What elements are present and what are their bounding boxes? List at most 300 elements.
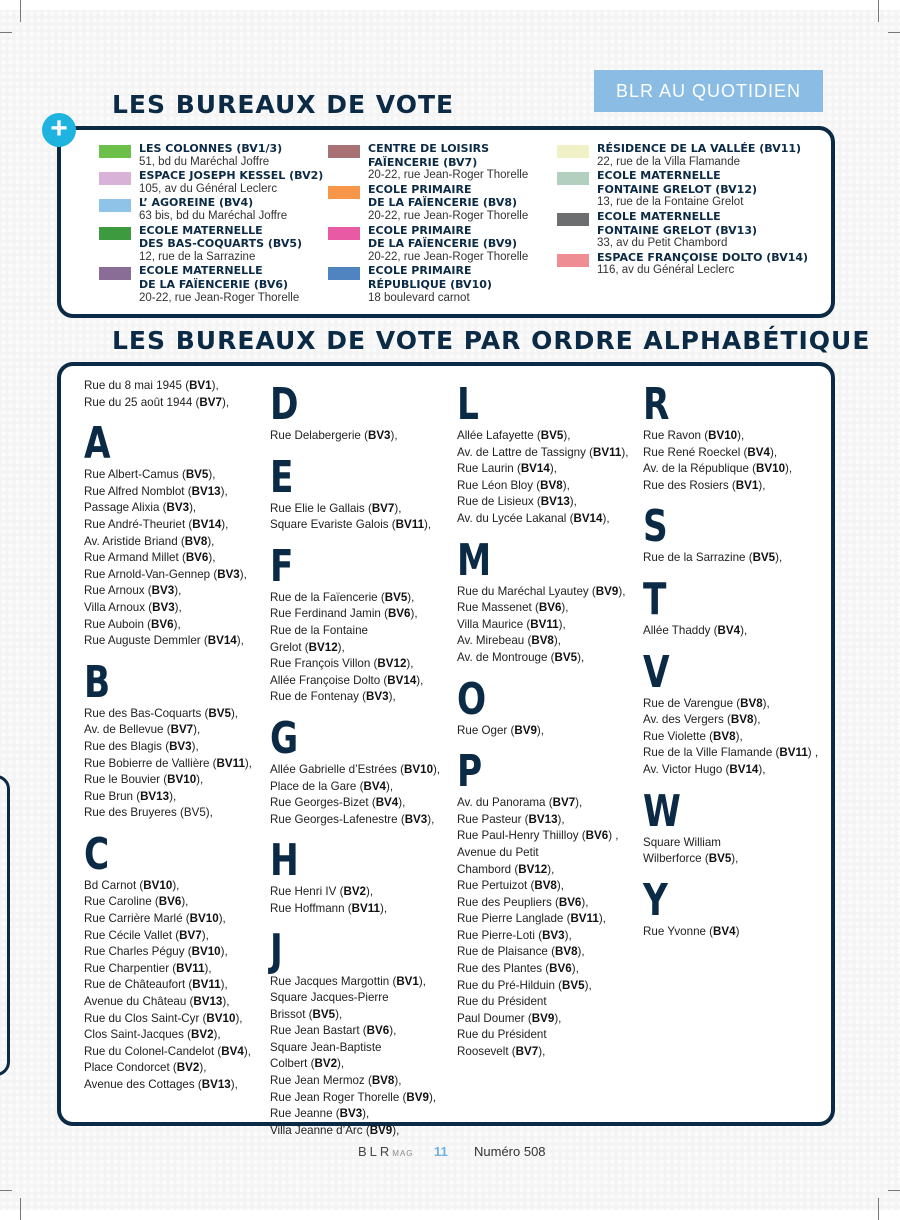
polling-station-code: BV11: [216, 756, 245, 770]
polling-station-code: BV14: [729, 762, 759, 776]
polling-station-code: BV6: [387, 607, 411, 621]
street-entry: [270, 501, 460, 518]
polling-station-code: BV8: [730, 713, 754, 727]
legend-item: [328, 183, 553, 224]
polling-station-code: BV5: [185, 468, 209, 482]
street-name: Rue de Plaisance (: [457, 945, 555, 959]
brand-suffix: MAG: [392, 1149, 414, 1158]
street-name: Rue de la Faïencerie (: [270, 590, 385, 604]
polling-station-code: BV3: [151, 584, 175, 598]
street-name: Allée Gabrielle d’Estrées (: [270, 762, 405, 776]
street-suffix: ),: [201, 928, 209, 942]
street-suffix: ),: [335, 1007, 343, 1021]
street-suffix: ),: [220, 978, 228, 992]
street-suffix: ),: [584, 978, 592, 992]
street-suffix: ),: [735, 729, 743, 743]
street-suffix: ),: [558, 617, 566, 631]
street-suffix: ),: [418, 974, 426, 988]
index-letter: G: [270, 712, 299, 764]
crop-mark: [878, 1198, 879, 1220]
street-suffix: ),: [753, 713, 761, 727]
index-letter: L: [457, 379, 479, 430]
street-entry: [84, 467, 274, 484]
street-name: Rue Cécile Vallet (: [84, 928, 180, 942]
street-name: Av. de la République (: [643, 462, 757, 476]
street-entry: [457, 978, 647, 995]
legend-item: [328, 264, 553, 305]
station-address: 13, rue de la Fontaine Grelot: [597, 196, 744, 209]
street-name: Rue Ferdinand Jamin (: [270, 607, 388, 621]
street-suffix: ),: [575, 796, 583, 810]
polling-station-code: BV11: [351, 901, 381, 915]
polling-station-code: BV8: [713, 729, 736, 743]
street-entry: [457, 650, 647, 667]
street-name: Allée Françoise Dolto (: [270, 673, 388, 687]
street-name: Square Jacques-Pierre: [270, 991, 389, 1005]
polling-station-code: BV4: [747, 445, 770, 459]
street-name: Rue Brun (: [84, 789, 141, 803]
polling-station-code: BV5: [312, 1007, 336, 1021]
street-entry: [84, 583, 274, 600]
polling-station-code: BV8: [554, 945, 578, 959]
street-name: Rue Pasteur (: [457, 812, 529, 826]
polling-station-code: BV6: [549, 962, 572, 976]
station-name: ECOLE MATERNELLE FONTAINE GRELOT (BV12): [597, 169, 758, 196]
street-entry: [457, 723, 647, 740]
street-suffix: ),: [235, 1011, 243, 1025]
street-suffix: ),: [569, 495, 577, 509]
street-name: Rue Léon Bloy (: [457, 478, 541, 492]
polling-station-code: BV7: [179, 928, 202, 942]
street-name: Av. de Montrouge (: [457, 650, 555, 664]
polling-station-code: BV8: [540, 478, 563, 492]
street-suffix: ),: [571, 962, 579, 976]
polling-station-code: BV11: [530, 617, 559, 631]
color-swatch: [99, 227, 131, 240]
crop-mark: [888, 1190, 900, 1191]
street-entry: [84, 633, 274, 650]
street-entry: [84, 395, 274, 412]
street-name: Rue des Rosiers (: [643, 478, 736, 492]
street-suffix: ),: [549, 462, 557, 476]
street-suffix: ),: [389, 1024, 397, 1038]
street-suffix: ),: [230, 1078, 238, 1091]
station-name: ECOLE MATERNELLE DES BAS-COQUARTS (BV5): [139, 223, 303, 251]
street-suffix: ),: [211, 379, 219, 392]
polling-station-code: BV3: [366, 690, 389, 704]
street-suffix: ),: [621, 445, 629, 459]
street-name: Square William: [643, 835, 721, 849]
street-entry: [270, 623, 460, 640]
street-entry: [270, 884, 460, 901]
crop-mark: [20, 0, 21, 22]
crop-mark: [0, 1190, 12, 1191]
street-suffix: ),: [196, 773, 204, 787]
polling-station-code: BV8: [531, 634, 554, 648]
street-name: Villa Maurice (: [457, 617, 531, 631]
street-suffix: ),: [169, 789, 177, 803]
street-entry: [457, 845, 647, 862]
street-suffix: ),: [189, 501, 197, 515]
polling-station-code: BV4: [221, 1044, 244, 1058]
street-name: Av. de Bellevue (: [84, 723, 171, 737]
street-entry: [270, 640, 460, 657]
index-column: [84, 378, 274, 1100]
street-suffix: ),: [553, 634, 561, 648]
street-name: Rue Alfred Nomblot (: [84, 484, 192, 498]
street-suffix: ),: [191, 739, 199, 753]
brand-name: BLR: [358, 1144, 393, 1159]
street-name: Colbert (: [270, 1057, 315, 1071]
legend-item: [99, 142, 324, 169]
street-entry: [270, 1040, 460, 1057]
street-name: Square Jean-Baptiste: [270, 1040, 382, 1054]
street-name: Rue du Maréchal Lyautey (: [457, 584, 596, 598]
street-name: Rue du Président: [457, 1028, 547, 1042]
index-column: [457, 378, 647, 1067]
street-suffix: ),: [337, 1057, 345, 1071]
street-entry: [84, 961, 274, 978]
street-entry: [457, 428, 647, 445]
station-address: 105, av du Général Leclerc: [139, 182, 278, 195]
index-letter: S: [643, 501, 668, 553]
polling-station-code: BV10: [191, 945, 221, 959]
street-name: Place Condorcet (: [84, 1061, 177, 1075]
legend-item: [557, 142, 817, 169]
street-entry: [84, 1011, 274, 1028]
polling-station-code: BV3: [169, 739, 192, 753]
polling-station-code: BV3: [404, 812, 428, 826]
station-address: 22, rue de la Villa Flamande: [597, 155, 740, 168]
polling-station-code: BV6: [585, 829, 609, 843]
street-entry: [84, 789, 274, 806]
street-entry: [457, 461, 647, 478]
street-entry: [457, 895, 647, 912]
plus-icon: +: [42, 113, 76, 147]
street-suffix: ),: [556, 879, 564, 893]
legend-item: [99, 169, 324, 196]
street-name: Av. des Vergers (: [643, 713, 731, 727]
street-name: Rue Pierre-Loti (: [457, 928, 543, 942]
polling-station-code: BV2: [190, 1028, 214, 1042]
street-name: Rue Jean Roger Thorelle (: [270, 1090, 407, 1104]
index-letter: M: [457, 534, 492, 586]
polling-station-code: BV9: [531, 1011, 555, 1025]
polling-station-code: BV11: [570, 912, 599, 926]
street-entry: [457, 795, 647, 812]
street-name: Av. du Lycée Lakanal (: [457, 511, 574, 525]
street-entry: [84, 1060, 274, 1077]
polling-station-code: BV5: [554, 650, 578, 664]
street-suffix: ),: [731, 852, 739, 866]
index-letter: H: [270, 835, 299, 887]
street-entry: [84, 994, 274, 1011]
street-name: Rue Albert-Camus (: [84, 468, 186, 482]
street-suffix: ),: [394, 501, 402, 515]
station-address: 20-22, rue Jean-Roger Thorelle: [368, 250, 529, 263]
street-suffix: ),: [243, 1044, 251, 1058]
street-entry: [270, 1090, 460, 1107]
street-entry: [270, 673, 460, 690]
legend-item: [557, 251, 817, 278]
polling-station-code: BV3: [542, 928, 565, 942]
station-name: ESPACE FRANÇOISE DOLTO (BV14): [597, 250, 809, 264]
street-suffix: ),: [174, 600, 182, 614]
street-name: Av. Aristide Briand (: [84, 534, 185, 548]
polling-station-code: BV14: [520, 462, 550, 476]
polling-station-code: BV4: [363, 779, 387, 793]
street-suffix: ),: [562, 478, 570, 492]
street-entry: [84, 944, 274, 961]
street-entry: [643, 851, 833, 868]
street-name: Rue du Président: [457, 995, 547, 1009]
street-entry: [270, 779, 460, 796]
polling-station-code: BV2: [176, 1061, 200, 1075]
legend-column: [328, 142, 553, 305]
street-name: Rue Pierre Langlade (: [457, 912, 571, 926]
street-suffix: ),: [208, 468, 216, 482]
street-name: Avenue du Château (: [84, 995, 194, 1009]
polling-station-code: BV12: [377, 657, 407, 671]
page-number: 11: [434, 1144, 448, 1159]
street-entry: [270, 656, 460, 673]
alphabetical-street-index: [57, 362, 835, 1137]
street-name: Villa Arnoux (: [84, 600, 153, 614]
street-entry: [457, 511, 647, 528]
street-suffix: ),: [762, 696, 770, 710]
street-name: Rue Massenet (: [457, 601, 539, 615]
street-suffix: ),: [564, 928, 572, 942]
street-name: Square Evariste Galois (: [270, 518, 396, 532]
street-name: Rue des Bruyeres (BV5),: [84, 806, 213, 820]
street-entry: [457, 878, 647, 895]
street-suffix: ): [735, 924, 740, 938]
street-suffix: ),: [388, 690, 396, 704]
street-name: Allée Thaddy (: [643, 623, 718, 637]
polling-station-code: BV10: [756, 462, 786, 476]
street-entry: [643, 712, 833, 729]
color-swatch: [99, 172, 131, 185]
station-name: L’ AGOREINE (BV4): [139, 196, 254, 210]
station-address: 20-22, rue Jean-Roger Thorelle: [368, 169, 529, 182]
street-suffix: ),: [557, 812, 565, 826]
polling-station-code: BV11: [395, 518, 425, 532]
street-name: Rue Arnoux (: [84, 584, 152, 598]
street-suffix: ),: [410, 607, 418, 621]
index-letter: P: [457, 746, 483, 798]
street-suffix: ),: [394, 1074, 402, 1088]
polling-station-code: BV10: [206, 1011, 236, 1025]
crop-mark: [0, 32, 12, 33]
street-entry: [270, 812, 460, 829]
street-suffix: ),: [602, 511, 610, 525]
station-address: 63 bis, bd du Maréchal Joffre: [139, 209, 288, 222]
street-suffix: ),: [618, 584, 626, 598]
polling-station-code: BV1: [396, 974, 419, 988]
legend-item: [557, 210, 817, 251]
street-name: Rue de la Fontaine: [270, 623, 368, 637]
street-suffix: ) ,: [807, 746, 819, 760]
street-suffix: ),: [193, 723, 201, 737]
polling-station-code: BV8: [740, 696, 763, 710]
street-name: Rue Auboin (: [84, 617, 152, 631]
street-suffix: ),: [174, 584, 182, 598]
polling-station-code: BV1: [189, 379, 212, 392]
street-entry: [270, 974, 460, 991]
street-suffix: ),: [758, 478, 766, 492]
polling-station-code: BV5: [384, 590, 408, 604]
street-entry: [270, 795, 460, 812]
polling-station-code: BV6: [151, 617, 174, 631]
street-suffix: ),: [538, 1045, 546, 1059]
street-name: Rue de Fontenay (: [270, 690, 367, 704]
street-name: Rue de Châteaufort (: [84, 978, 193, 992]
street-suffix: ),: [204, 961, 212, 975]
street-name: Rue Paul-Henry Thiilloy (: [457, 829, 586, 843]
street-entry: [457, 600, 647, 617]
index-letter: T: [643, 573, 667, 625]
street-entry: [643, 550, 833, 567]
street-name: Rue des Peupliers (: [457, 895, 559, 909]
street-suffix: ),: [207, 534, 215, 548]
station-name: CENTRE DE LOISIRS FAÏENCERIE (BV7): [368, 142, 490, 169]
polling-station-code: BV8: [184, 534, 208, 548]
polling-station-code: BV8: [534, 879, 557, 893]
street-entry: [84, 534, 274, 551]
street-entry: [270, 990, 460, 1007]
street-suffix: ),: [785, 462, 793, 476]
polling-station-code: BV13: [540, 495, 570, 509]
polling-station-code: BV7: [199, 395, 222, 409]
polling-station-code: BV14: [573, 511, 603, 525]
polling-station-code: BV11: [176, 961, 205, 975]
section-title: LES BUREAUX DE VOTE PAR ORDRE ALPHABÉTIQUE: [112, 326, 871, 355]
street-entry: [457, 994, 647, 1011]
street-name: Rue Pertuizot (: [457, 879, 535, 893]
street-suffix: ),: [221, 395, 230, 409]
street-name: Rue des Bas-Coquarts (: [84, 706, 209, 720]
polling-station-code: BV12: [308, 640, 338, 654]
street-entry: [643, 745, 833, 762]
polling-station-code: BV5: [208, 706, 231, 720]
street-suffix: ),: [769, 445, 778, 459]
street-name: Rue Georges-Lafenestre (: [270, 812, 405, 826]
street-name: Roosevelt (: [457, 1045, 516, 1059]
street-entry: [457, 961, 647, 978]
street-suffix: ) ,: [608, 829, 619, 843]
street-name: Rue Ravon (: [643, 429, 709, 442]
street-name: Allée Lafayette (: [457, 429, 541, 442]
index-letter: W: [643, 785, 681, 837]
index-column: [270, 378, 460, 1145]
street-suffix: ),: [244, 756, 253, 770]
street-entry: [457, 584, 647, 601]
street-name: Av. Mirebeau (: [457, 634, 532, 648]
street-entry: [643, 478, 833, 495]
street-entry: [84, 911, 274, 928]
street-suffix: ),: [220, 484, 228, 498]
street-name: Rue René Roeckel (: [643, 445, 748, 459]
polling-station-code: BV8: [371, 1074, 395, 1088]
polling-station-code: BV6: [538, 601, 562, 615]
street-suffix: ),: [173, 617, 181, 631]
polling-station-code: BV10: [404, 762, 434, 776]
street-name: Rue de la Sarrazine (: [643, 551, 753, 565]
index-letter: V: [643, 646, 670, 698]
street-entry: [643, 924, 833, 941]
street-entry: [457, 617, 647, 634]
street-entry: [84, 706, 274, 723]
street-suffix: ),: [222, 995, 230, 1009]
polling-station-code: BV4: [375, 796, 399, 810]
street-name: Rue Bobierre de Vallière (: [84, 756, 217, 770]
street-entry: [643, 445, 833, 462]
legend-item: [99, 196, 324, 223]
polling-station-code: BV6: [558, 895, 582, 909]
street-suffix: ),: [427, 812, 435, 826]
legend-item: [557, 169, 817, 210]
station-address: 18 boulevard carnot: [368, 291, 470, 304]
street-entry: [84, 878, 274, 895]
street-entry: [84, 617, 274, 634]
station-name: ESPACE JOSEPH KESSEL (BV2): [139, 169, 324, 183]
street-suffix: ),: [424, 518, 432, 532]
adjacent-page-frame: [0, 775, 10, 1076]
street-suffix: ),: [239, 567, 247, 581]
street-entry: [84, 1077, 274, 1094]
street-entry: [270, 1056, 460, 1073]
street-name: Brissot (: [270, 1007, 313, 1021]
polling-station-code: BV6: [185, 551, 209, 565]
street-entry: [457, 944, 647, 961]
street-entry: [457, 445, 647, 462]
station-address: 20-22, rue Jean-Roger Thorelle: [368, 209, 529, 222]
legend-item: [99, 264, 324, 305]
street-suffix: ),: [218, 912, 226, 926]
street-suffix: ),: [561, 601, 569, 615]
street-suffix: ),: [390, 429, 398, 442]
street-entry: [457, 812, 647, 829]
street-name: Rue Jean Mermoz (: [270, 1074, 372, 1088]
polling-station-code: BV7: [371, 501, 395, 515]
polling-stations-legend: [57, 126, 835, 318]
index-letter: R: [643, 379, 670, 430]
index-letter: E: [270, 451, 294, 503]
street-name: Rue Elie le Gallais (: [270, 501, 372, 515]
street-entry: [84, 500, 274, 517]
street-name: Av. Victor Hugo (: [643, 762, 730, 776]
magazine-brand: [358, 1144, 414, 1159]
street-entry: [270, 590, 460, 607]
polling-station-code: BV3: [166, 501, 190, 515]
polling-station-code: BV9: [406, 1090, 429, 1104]
street-name: Rue du Colonel-Candelot (: [84, 1044, 222, 1058]
street-name: Rue de Varengue (: [643, 696, 741, 710]
crop-mark: [20, 1198, 21, 1220]
street-name: Rue Henri IV (: [270, 885, 344, 899]
street-suffix: ),: [213, 1028, 221, 1042]
street-name: Rue des Blagis (: [84, 739, 170, 753]
street-entry: [84, 772, 274, 789]
street-suffix: ),: [337, 640, 345, 654]
street-name: Passage Alixia (: [84, 501, 167, 515]
index-letter: Y: [643, 874, 668, 926]
street-entry: [270, 1023, 460, 1040]
color-swatch: [328, 186, 360, 199]
street-entry: [84, 722, 274, 739]
polling-station-code: BV7: [552, 796, 576, 810]
street-name: Rue Delabergerie (: [270, 429, 368, 442]
